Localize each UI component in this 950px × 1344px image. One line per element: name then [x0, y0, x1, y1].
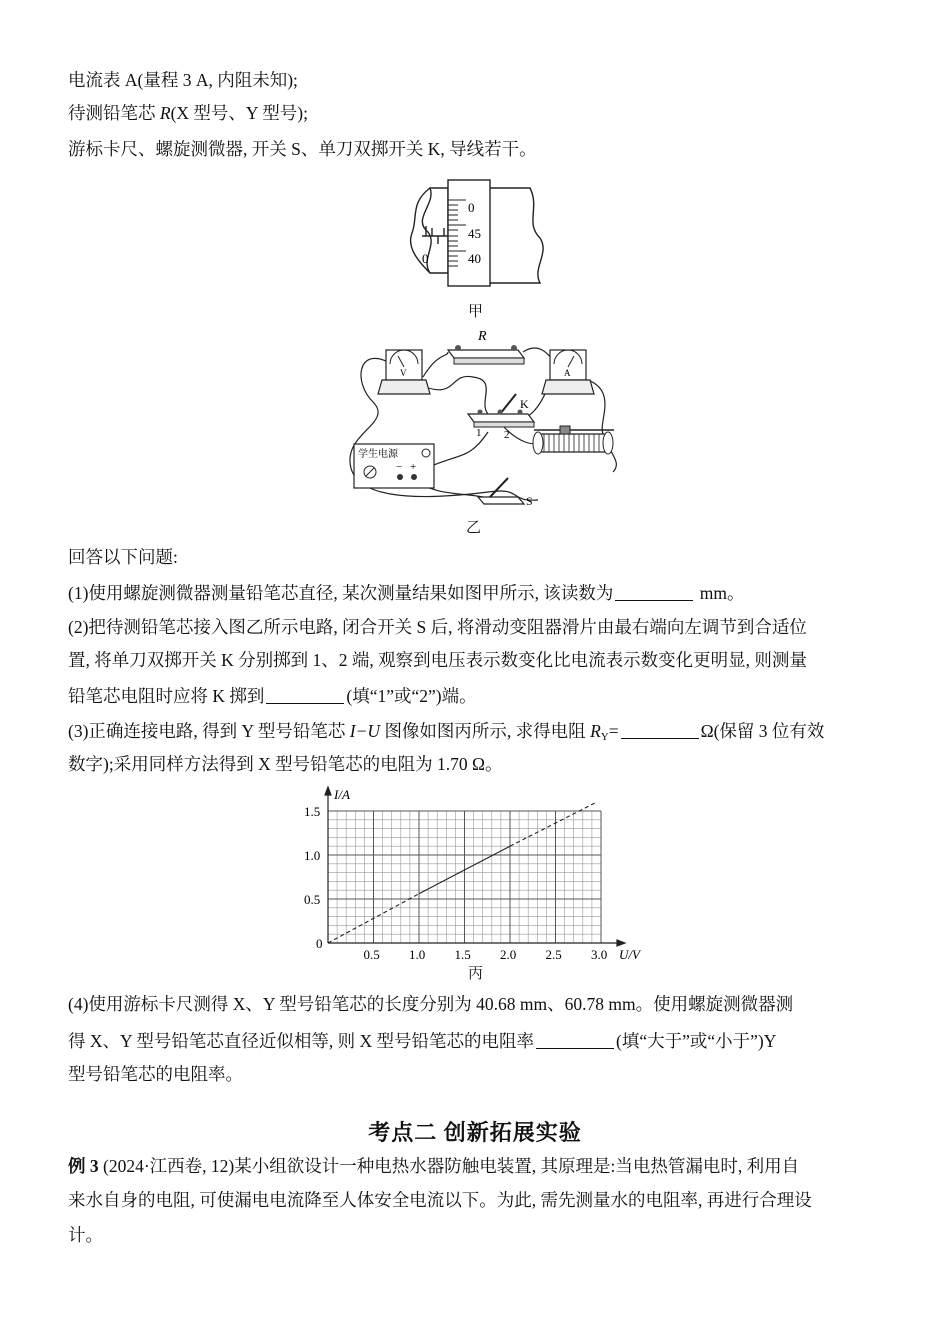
thimble-label-40: 40: [468, 251, 481, 266]
switch-s: [478, 478, 533, 508]
x-tick-label: 3.0: [591, 947, 608, 962]
example-label: 例 3: [68, 1156, 99, 1176]
text-line-tools: 游标卡尺、螺旋测微器, 开关 S、单刀双掷开关 K, 导线若干。: [68, 139, 537, 159]
answer-blank-3[interactable]: [621, 721, 699, 739]
ammeter: [542, 350, 594, 394]
series-line-3: [510, 802, 596, 846]
ammeter-label: A: [564, 368, 571, 378]
switch-k-pos2: 2: [504, 429, 510, 441]
micrometer-figure: [400, 178, 560, 293]
y-tick-label: 0: [316, 936, 323, 951]
question-4-line-2: 得 X、Y 型号铅笔芯直径近似相等, 则 X 型号铅笔芯的电阻率 (填“大于”或“小于”)Y: [68, 1031, 777, 1051]
answer-blank-2[interactable]: [266, 686, 344, 704]
resistor-r: [448, 329, 524, 364]
circuit-figure: [338, 322, 628, 518]
micrometer-drawing: [400, 178, 560, 293]
question-4-line-3: 型号铅笔芯的电阻率。: [68, 1064, 243, 1084]
thimble-label-45: 45: [468, 226, 481, 241]
iu-chart-svg: [298, 786, 658, 976]
question-3-line-1: (3)正确连接电路, 得到 Y 型号铅笔芯 I−U 图像如图丙所示, 求得电阻 $R_Y= \Omega$(保留 3 位有效: [68, 721, 825, 743]
x-tick-label: 1.5: [454, 947, 471, 962]
iu-chart: [298, 786, 658, 976]
y-axis-arrow: [325, 787, 331, 795]
switch-k: [468, 394, 534, 441]
voltmeter-label: V: [400, 368, 407, 378]
question-2-line-3: 铅笔芯电阻时应将 K 掷到 (填“1”或“2”)端。: [68, 686, 477, 706]
switch-k-pos1: 1: [476, 427, 482, 439]
y-tick-label: 1.5: [304, 804, 321, 819]
y-tick-label: 1.0: [304, 848, 321, 863]
power-minus: −: [396, 461, 403, 473]
resistor-label: R: [478, 329, 487, 344]
figure-caption-bing: 丙: [468, 966, 484, 982]
text-line-pencil-lead: 待测铅笔芯 R(X 型号、Y 型号);: [68, 103, 308, 123]
power-supply-label: 学生电源: [358, 449, 398, 460]
text-line-ammeter: 电流表 A(量程 3 A, 内阻未知);: [68, 70, 298, 90]
sleeve-zero-label: 0: [422, 251, 429, 266]
x-axis-label: U/V: [619, 947, 640, 962]
wire-4: [418, 376, 488, 414]
x-tick-label: 1.0: [409, 947, 426, 962]
rheostat: [533, 426, 614, 454]
questions-intro: 回答以下问题:: [68, 547, 178, 567]
example-3-line-1: 例 3 (2024·江西卷, 12)某小组欲设计一种电热水器防触电装置, 其原理是:当电热管漏电时, 利用自: [68, 1156, 800, 1176]
voltmeter: [378, 350, 430, 394]
x-tick-label: 2.0: [500, 947, 517, 962]
y-axis-label: I/A: [334, 787, 350, 802]
power-plus: +: [410, 461, 417, 473]
answer-blank-4[interactable]: [536, 1031, 614, 1049]
thimble-label-0: 0: [468, 200, 475, 215]
answer-blank-1[interactable]: [615, 583, 693, 601]
question-1: (1)使用螺旋测微器测量铅笔芯直径, 某次测量结果如图甲所示, 该读数为 mm。: [68, 583, 745, 603]
section-title: 考点二 创新拓展实验: [368, 1120, 582, 1145]
circuit-drawing: [338, 322, 628, 518]
figure-caption-yi: 乙: [466, 520, 482, 536]
figure-caption-jia: 甲: [468, 304, 484, 320]
x-tick-label: 0.5: [363, 947, 380, 962]
y-tick-label: 0.5: [304, 892, 321, 907]
example-3-line-2: 来水自身的电阻, 可使漏电电流降至人体安全电流以下。为此, 需先测量水的电阻率, 再进行合理设: [68, 1190, 812, 1210]
example-3-line-3: 计。: [68, 1225, 103, 1245]
wire-2: [423, 352, 448, 377]
question-2-line-1: (2)把待测铅笔芯接入图乙所示电路, 闭合开关 S 后, 将滑动变阻器滑片由最右端向左调节到合适位: [68, 617, 807, 637]
power-supply: [354, 444, 434, 488]
question-4-line-1: (4)使用游标卡尺测得 X、Y 型号铅笔芯的长度分别为 40.68 mm、60.78 mm。使用螺旋测微器测: [68, 994, 794, 1014]
question-3-line-2: 数字);采用同样方法得到 X 型号铅笔芯的电阻为 1.70 Ω。: [68, 754, 503, 774]
x-axis-arrow: [617, 940, 625, 946]
switch-s-label: S: [526, 494, 533, 508]
switch-k-label: K: [520, 397, 529, 411]
question-2-line-2: 置, 将单刀双掷开关 K 分别掷到 1、2 端, 观察到电压表示数变化比电流表示数变化更明显, 则测量: [68, 650, 807, 670]
x-tick-label: 2.5: [545, 947, 562, 962]
